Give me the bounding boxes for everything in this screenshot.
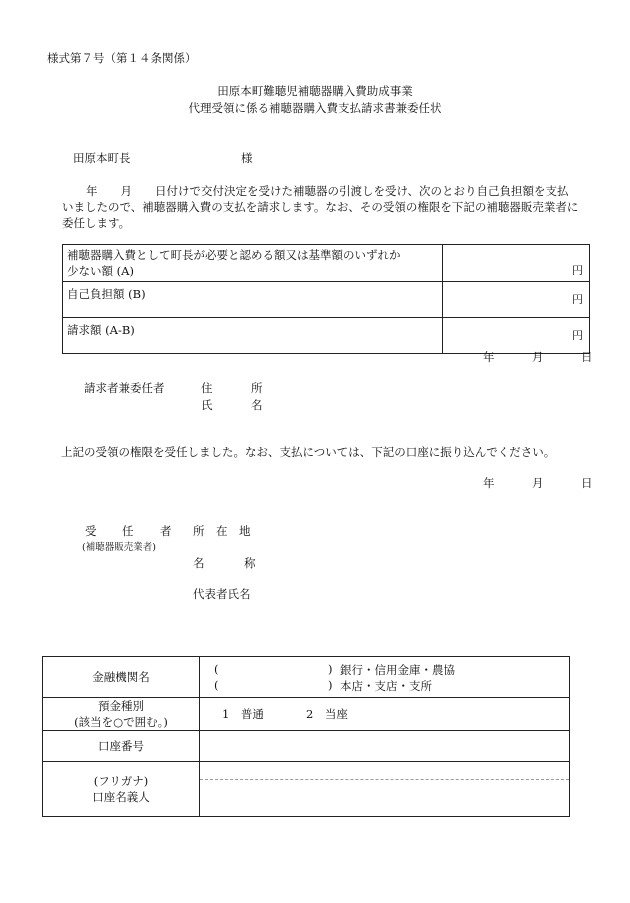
institution-line2-open: (: [214, 678, 219, 692]
amount-table: [62, 244, 590, 354]
account-number-value[interactable]: [200, 731, 570, 762]
amount-row-a: [63, 245, 590, 282]
date2-month: 月: [532, 476, 544, 490]
title-line2: 代理受領に係る補聴器購入費支払請求書兼委任状: [188, 101, 442, 115]
furigana-divider: [200, 779, 569, 780]
amount-row-b-value[interactable]: [443, 282, 590, 318]
account-holder-label: 口座名義人: [92, 790, 150, 804]
bank-row-account-holder: [43, 762, 570, 817]
amount-row-c-label: 請求額 (A-B): [63, 318, 443, 354]
agent-name-label-2: 称: [244, 556, 256, 570]
yen-unit-a: 円: [572, 264, 583, 277]
addressee-honorific: 様: [241, 151, 253, 165]
account-number-label: 口座番号: [43, 731, 200, 762]
date1-month: 月: [532, 350, 544, 364]
account-type-option-current[interactable]: 2 当座: [306, 707, 348, 721]
bank-row-account-type: [43, 698, 570, 731]
agent-rep-label: 代表者氏名: [193, 587, 251, 601]
institution-line1-close: ): [328, 662, 333, 676]
requester-address-label-1: 住: [201, 381, 213, 395]
agent-role-3: 者: [160, 524, 172, 538]
agent-address-label: 所 在 地: [193, 524, 251, 538]
amount-row-c: [63, 318, 590, 354]
yen-unit-b: 円: [572, 293, 583, 306]
requester-role: 請求者兼委任者: [84, 381, 165, 395]
addressee-name: 田原本町長: [73, 151, 131, 165]
amount-row-a-label: [63, 245, 443, 282]
account-holder-label-cell: [43, 762, 200, 817]
date2-year: 年: [483, 476, 495, 490]
amount-row-b: [63, 282, 590, 318]
account-type-note: (該当を○で囲む。): [74, 715, 168, 729]
institution-line2-types: 本店・支店・支所: [340, 679, 432, 693]
bank-table: [42, 656, 570, 817]
agent-role-note: (補聴器販売業者): [82, 542, 156, 553]
requester-address-label-2: 所: [251, 381, 263, 395]
institution-line1-open: (: [214, 662, 219, 676]
body-line1: 年 月 日付けで交付決定を受けた補聴器の引渡しを受け、次のとおり自己負担額を支払: [86, 184, 569, 198]
amount-row-a-label-line2: 少ない額 (A): [67, 264, 134, 278]
date1-day: 日: [581, 350, 593, 364]
amount-row-a-value[interactable]: [443, 245, 590, 282]
requester-name-label-2: 名: [251, 398, 263, 412]
agent-role-1: 受: [85, 524, 97, 538]
body-line3: 委任します。: [62, 216, 131, 230]
bank-row-account-number: [43, 731, 570, 762]
furigana-label: (フリガナ): [93, 774, 149, 788]
title-line1: 田原本町難聴児補聴器購入費助成事業: [217, 84, 413, 98]
form-number: 様式第７号（第１４条関係）: [47, 51, 197, 65]
account-type-options: [200, 698, 570, 731]
amount-row-a-label-line1: 補聴器購入費として町長が必要と認める額又は基準額のいずれか: [67, 248, 401, 262]
institution-line1-types: 銀行・信用金庫・農協: [340, 663, 455, 677]
account-type-label: 預金種別: [98, 699, 144, 713]
account-type-option-ordinary[interactable]: 1 普通: [222, 707, 264, 721]
yen-unit-c: 円: [572, 329, 583, 342]
institution-label: 金融機関名: [43, 657, 200, 698]
institution-line2-close: ): [328, 678, 333, 692]
amount-row-b-label: 自己負担額 (B): [63, 282, 443, 318]
acceptance-text: 上記の受領の権限を受任しました。なお、支払については、下記の口座に振り込んでください。: [61, 445, 556, 459]
date2-day: 日: [581, 476, 593, 490]
account-holder-value[interactable]: [200, 762, 570, 817]
agent-role-2: 任: [122, 524, 134, 538]
account-type-label-cell: [43, 698, 200, 731]
agent-name-label-1: 名: [193, 556, 205, 570]
bank-row-institution: [43, 657, 570, 698]
body-line2: いましたので、補聴器購入費の支払を請求します。なお、その受領の権限を下記の補聴器販売業者に: [62, 200, 579, 214]
institution-value[interactable]: [200, 657, 570, 698]
amount-row-c-value[interactable]: [443, 318, 590, 354]
requester-name-label-1: 氏: [201, 398, 213, 412]
date1-year: 年: [483, 350, 495, 364]
